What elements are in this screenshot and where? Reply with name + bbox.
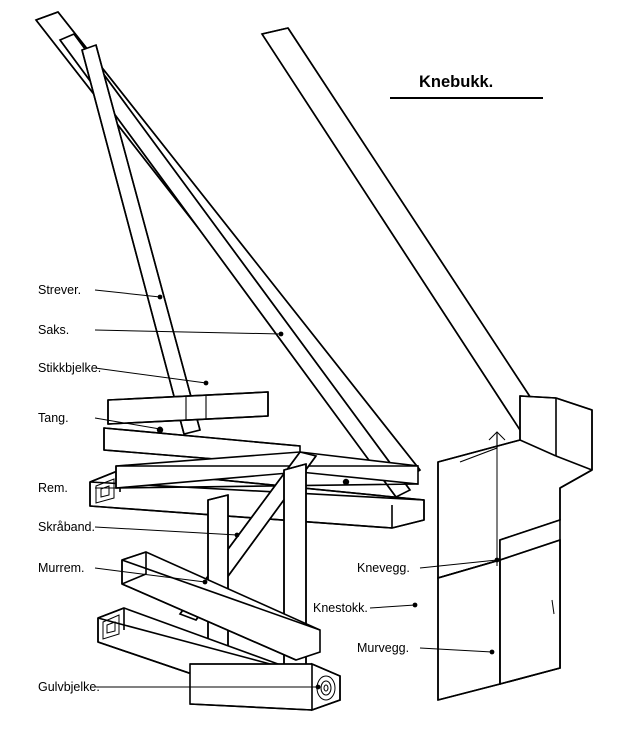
strever-member [82,45,200,434]
figure-title-underline [390,97,543,99]
label-stikkbjelke: Stikkbjelke. [38,361,102,375]
figure-title: Knebukk. [419,73,494,91]
label-murrem: Murrem. [38,561,85,575]
label-rem: Rem. [38,481,68,495]
label-knestokk: Knestokk. [313,601,368,615]
label-knevegg: Knevegg. [357,561,410,575]
inner-post-member [208,495,228,660]
label-skraband: Skråband. [38,520,95,534]
label-saks: Saks. [38,323,70,337]
label-tang: Tang. [38,411,69,425]
label-gulvbjelke: Gulvbjelke. [38,680,100,694]
label-strever: Strever. [38,283,82,297]
label-murvegg: Murvegg. [357,641,410,655]
stikkbjelke-member [108,392,268,424]
